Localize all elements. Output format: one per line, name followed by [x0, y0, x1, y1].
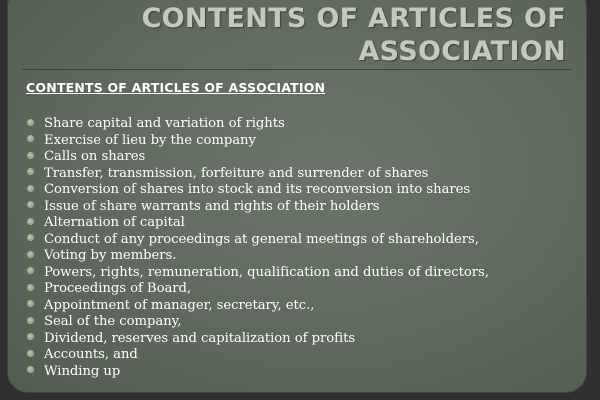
round-bullet-icon	[27, 251, 34, 258]
round-bullet-icon	[27, 366, 34, 373]
round-bullet-icon	[27, 284, 34, 291]
list-item	[24, 345, 489, 362]
list-item	[24, 263, 489, 280]
list-item-text: Conduct of any proceedings at general meetings of shareholders,	[44, 231, 479, 247]
list-item	[24, 312, 489, 329]
round-bullet-icon	[27, 152, 34, 159]
round-bullet-icon	[27, 333, 34, 340]
slide-title	[0, 0, 600, 68]
list-item	[24, 213, 489, 230]
list-item-text: Voting by members.	[44, 248, 177, 263]
round-bullet-icon	[27, 317, 34, 324]
list-item-text: Issue of share warrants and rights of their holders	[44, 198, 380, 214]
title-divider	[22, 69, 572, 70]
round-bullet-icon	[27, 201, 34, 208]
round-bullet-icon	[27, 234, 34, 241]
list-item-text: Appointment of manager, secretary, etc.,	[44, 297, 315, 313]
round-bullet-icon	[27, 218, 34, 225]
list-item	[24, 131, 489, 148]
list-item-text: Transfer, transmission, forfeiture and surrender of shares	[44, 165, 429, 181]
list-item	[24, 197, 489, 214]
list-item	[24, 230, 489, 247]
list-item-text: Proceedings of Board,	[44, 281, 192, 296]
slide-title-line-1: CONTENTS OF ARTICLES OF	[141, 3, 566, 34]
list-item	[24, 147, 489, 164]
list-item	[24, 362, 489, 379]
round-bullet-icon	[27, 300, 34, 307]
list-item-text: Winding up	[44, 363, 121, 379]
slide-title-line-2: ASSOCIATION	[358, 36, 566, 67]
list-item	[24, 114, 489, 131]
list-item	[24, 246, 489, 263]
list-item-text: Powers, rights, remuneration, qualification and duties of directors,	[44, 264, 489, 280]
list-item-text: Dividend, reserves and capitalization of profits	[44, 330, 356, 346]
list-item-text: Calls on shares	[44, 149, 146, 164]
list-item-text: Accounts, and	[44, 347, 138, 362]
list-item-text: Conversion of shares into stock and its reconversion into shares	[44, 182, 471, 197]
list-item	[24, 329, 489, 346]
round-bullet-icon	[27, 350, 34, 357]
list-item	[24, 279, 489, 296]
list-item-text: Alternation of capital	[44, 215, 185, 230]
list-item-text: Seal of the company,	[44, 314, 182, 329]
round-bullet-icon	[27, 135, 34, 142]
list-item	[24, 296, 489, 313]
round-bullet-icon	[27, 267, 34, 274]
round-bullet-icon	[27, 119, 34, 126]
list-item-text: Exercise of lieu by the company	[44, 132, 256, 148]
round-bullet-icon	[27, 168, 34, 175]
list-item	[24, 164, 489, 181]
round-bullet-icon	[27, 185, 34, 192]
list-item-text: Share capital and variation of rights	[44, 116, 285, 131]
section-heading: CONTENTS OF ARTICLES OF ASSOCIATION	[26, 80, 326, 95]
contents-list	[24, 114, 489, 378]
list-item	[24, 180, 489, 197]
